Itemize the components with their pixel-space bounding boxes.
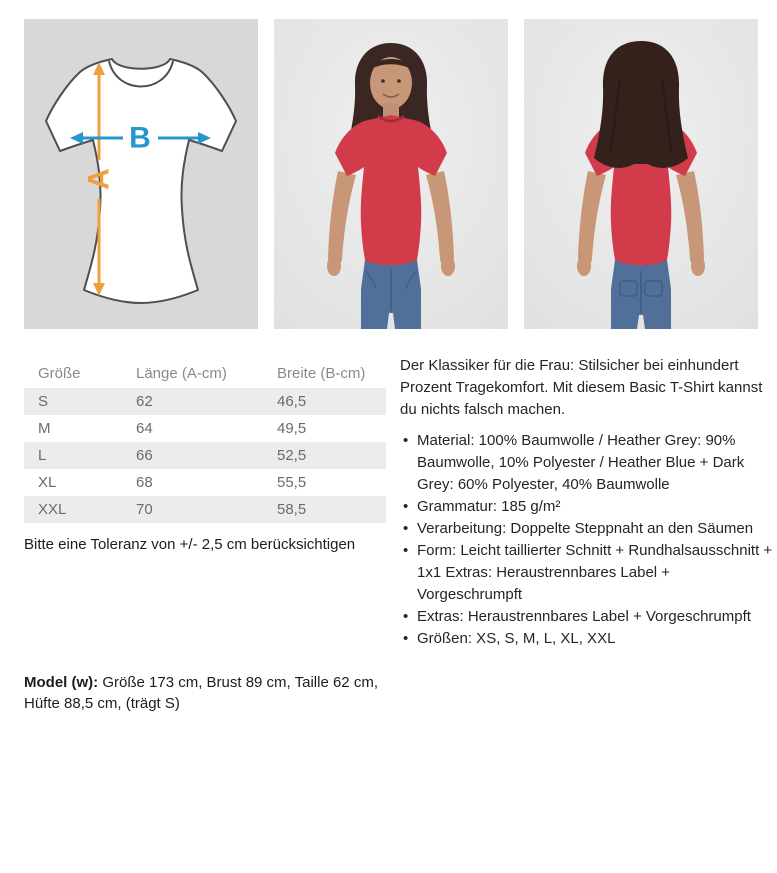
tolerance-note: Bitte eine Toleranz von +/- 2,5 cm berücksichtigen — [24, 536, 356, 553]
length-label: A — [82, 168, 116, 190]
cell-size: L — [38, 447, 47, 464]
table-row — [24, 469, 386, 496]
tshirt-measure-diagram — [24, 19, 258, 329]
model-text: Größe 173 cm, Brust 89 cm, Taille 62 cm, Hüfte 88,5 cm, (trägt S) — [24, 674, 378, 712]
col-header-size: Größe — [24, 359, 122, 388]
description-intro: Der Klassiker für die Frau: Stilsicher bei einhundert Prozent Tragekomfort. Mit diesem Basic T-Shirt kannst du nichts falsch machen. — [400, 357, 763, 418]
cell-size: S — [38, 393, 49, 410]
cell-width: 58,5 — [277, 501, 307, 518]
width-label: B — [129, 121, 151, 155]
product-image-row — [0, 0, 777, 329]
cell-length: 62 — [136, 393, 153, 410]
size-diagram-panel — [24, 19, 258, 329]
cell-width: 52,5 — [277, 447, 307, 464]
table-row — [24, 496, 386, 523]
list-item: • Form: Leicht taillierter Schnitt + Rundhalsausschnitt + 1x1 Extras: Heraustrennbares Label + Vorgeschrumpft — [400, 540, 777, 606]
list-item: • Extras: Heraustrennbares Label + Vorgeschrumpft — [400, 606, 777, 628]
cell-width: 55,5 — [277, 474, 307, 491]
cell-length: 64 — [136, 420, 153, 437]
list-item: • Verarbeitung: Doppelte Steppnaht an den Säumen — [400, 518, 777, 540]
size-table-header-row — [24, 359, 386, 388]
cell-length: 66 — [136, 447, 153, 464]
product-details — [24, 355, 777, 714]
cell-size: XXL — [38, 501, 67, 518]
table-row — [24, 415, 386, 442]
size-table — [24, 359, 386, 523]
cell-width: 49,5 — [277, 420, 307, 437]
size-guide-section — [24, 355, 386, 714]
cell-size: XL — [38, 474, 57, 491]
feature-list — [400, 430, 777, 650]
cell-size: M — [38, 420, 51, 437]
list-item: • Grammatur: 185 g/m² — [400, 496, 777, 518]
model-back-photo — [524, 19, 758, 329]
table-row — [24, 442, 386, 469]
model-measurements — [24, 672, 386, 714]
cell-length: 68 — [136, 474, 153, 491]
list-item: • Material: 100% Baumwolle / Heather Grey: 90% Baumwolle, 10% Polyester / Heather Blue + Dark Grey: 60% Polyester, 40% Baumwolle — [400, 430, 777, 496]
description-section — [400, 355, 777, 714]
col-header-width: Breite (B-cm) — [263, 359, 386, 388]
list-item: • Größen: XS, S, M, L, XL, XXL — [400, 628, 777, 650]
cell-length: 70 — [136, 501, 153, 518]
col-header-length: Länge (A-cm) — [122, 359, 263, 388]
table-row — [24, 388, 386, 415]
cell-width: 46,5 — [277, 393, 307, 410]
model-label: Model (w): — [24, 674, 103, 691]
model-front-photo — [274, 19, 508, 329]
